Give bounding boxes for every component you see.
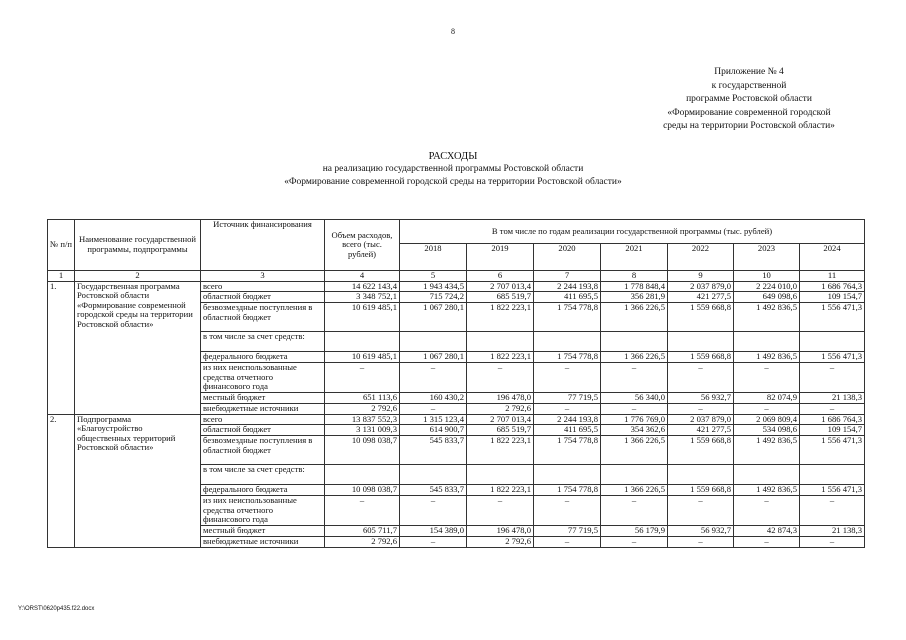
- year-value: [668, 465, 734, 485]
- total-value: 3 348 752,1: [325, 292, 400, 303]
- year-value: [467, 465, 534, 485]
- year-value: 2 244 193,8: [534, 414, 601, 425]
- year-value: 1 067 280,1: [400, 352, 467, 363]
- year-value: 411 695,5: [534, 292, 601, 303]
- column-number: 2: [75, 271, 201, 282]
- year-value: 421 277,5: [668, 292, 734, 303]
- year-value: –: [668, 403, 734, 414]
- year-value: –: [800, 536, 865, 547]
- header-year: 2020: [534, 244, 601, 271]
- funding-source: местный бюджет: [201, 525, 325, 536]
- year-value: 56 932,7: [668, 525, 734, 536]
- year-value: –: [534, 403, 601, 414]
- year-value: –: [734, 403, 800, 414]
- year-value: 2 707 013,4: [467, 281, 534, 292]
- total-value: 3 131 009,3: [325, 425, 400, 436]
- total-value: 10 098 038,7: [325, 485, 400, 496]
- year-value: 2 244 193,8: [534, 281, 601, 292]
- column-number: 5: [400, 271, 467, 282]
- funding-source: областной бюджет: [201, 292, 325, 303]
- year-value: 56 340,0: [601, 392, 668, 403]
- year-value: –: [734, 363, 800, 393]
- header-name: Наименование государственной программы, подпрограммы: [75, 220, 201, 271]
- year-value: 109 154,7: [800, 292, 865, 303]
- section-number: 1.: [48, 281, 75, 414]
- year-value: 2 037 879,0: [668, 414, 734, 425]
- total-value: –: [325, 496, 400, 526]
- year-value: 2 792,6: [467, 403, 534, 414]
- year-value: 56 932,7: [668, 392, 734, 403]
- year-value: 1 686 764,3: [800, 414, 865, 425]
- column-number: 9: [668, 271, 734, 282]
- year-value: 77 719,5: [534, 392, 601, 403]
- table-row: [48, 281, 865, 292]
- year-value: 715 724,2: [400, 292, 467, 303]
- year-value: 56 179,9: [601, 525, 668, 536]
- header-volume: Объем расходов, всего (тыс. рублей): [325, 220, 400, 271]
- year-value: [534, 332, 601, 352]
- year-value: 1 943 434,5: [400, 281, 467, 292]
- year-value: 545 833,7: [400, 436, 467, 465]
- appendix-block: [634, 66, 864, 134]
- funding-source: всего: [201, 414, 325, 425]
- year-value: 1 559 668,8: [668, 485, 734, 496]
- year-value: –: [400, 496, 467, 526]
- title-line: «Формирование современной городской среды на территории Ростовской области»: [284, 177, 622, 187]
- year-value: 1 559 668,8: [668, 436, 734, 465]
- appendix-line: Приложение № 4: [714, 67, 784, 77]
- year-value: [601, 465, 668, 485]
- year-value: 1 778 848,4: [601, 281, 668, 292]
- section-name: Государственная программа Ростовской области «Формирование современной городской среды на территории Ростовской области»: [75, 281, 201, 414]
- year-value: –: [400, 403, 467, 414]
- year-value: 82 074,9: [734, 392, 800, 403]
- column-number: 4: [325, 271, 400, 282]
- table-row: [48, 414, 865, 425]
- year-value: –: [601, 536, 668, 547]
- year-value: 1 556 471,3: [800, 436, 865, 465]
- year-value: 1 559 668,8: [668, 303, 734, 332]
- funding-source: из них неиспользованные средства отчетного финансового года: [201, 363, 325, 393]
- column-number: 10: [734, 271, 800, 282]
- year-value: 1 776 769,0: [601, 414, 668, 425]
- year-value: [534, 465, 601, 485]
- year-value: –: [734, 496, 800, 526]
- year-value: 354 362,6: [601, 425, 668, 436]
- year-value: 2 792,6: [467, 536, 534, 547]
- total-value: 605 711,7: [325, 525, 400, 536]
- year-value: 196 478,0: [467, 525, 534, 536]
- year-value: –: [734, 536, 800, 547]
- header-year: 2019: [467, 244, 534, 271]
- header-num: № п/п: [48, 220, 75, 271]
- total-value: 10 619 485,1: [325, 352, 400, 363]
- year-value: 2 069 809,4: [734, 414, 800, 425]
- funding-source: в том числе за счет средств:: [201, 465, 325, 485]
- funding-source: в том числе за счет средств:: [201, 332, 325, 352]
- year-value: –: [800, 403, 865, 414]
- column-number: 8: [601, 271, 668, 282]
- funding-source: федерального бюджета: [201, 485, 325, 496]
- column-number: 1: [48, 271, 75, 282]
- year-value: –: [668, 363, 734, 393]
- appendix-line: программе Ростовской области: [686, 94, 812, 104]
- year-value: –: [601, 403, 668, 414]
- total-value: 2 792,6: [325, 403, 400, 414]
- year-value: 1 366 226,5: [601, 303, 668, 332]
- total-value: [325, 465, 400, 485]
- year-value: 1 366 226,5: [601, 352, 668, 363]
- year-value: [800, 332, 865, 352]
- total-value: –: [325, 363, 400, 393]
- year-value: 2 037 879,0: [668, 281, 734, 292]
- year-value: [734, 465, 800, 485]
- funding-source: федерального бюджета: [201, 352, 325, 363]
- funding-source: всего: [201, 281, 325, 292]
- year-value: 1 492 836,5: [734, 352, 800, 363]
- funding-source: из них неиспользованные средства отчетного финансового года: [201, 496, 325, 526]
- year-value: 545 833,7: [400, 485, 467, 496]
- appendix-line: среды на территории Ростовской области»: [663, 121, 835, 131]
- year-value: 1 556 471,3: [800, 303, 865, 332]
- total-value: 2 792,6: [325, 536, 400, 547]
- year-value: 1 366 226,5: [601, 485, 668, 496]
- year-value: 154 389,0: [400, 525, 467, 536]
- year-value: –: [601, 363, 668, 393]
- column-number: 3: [201, 271, 325, 282]
- header-year: 2022: [668, 244, 734, 271]
- title-main: РАСХОДЫ: [428, 151, 478, 162]
- year-value: 1 754 778,8: [534, 436, 601, 465]
- year-value: 2 224 010,0: [734, 281, 800, 292]
- total-value: [325, 332, 400, 352]
- column-number: 7: [534, 271, 601, 282]
- year-value: 614 900,7: [400, 425, 467, 436]
- funding-source: внебюджетные источники: [201, 536, 325, 547]
- year-value: 1 556 471,3: [800, 485, 865, 496]
- year-value: [400, 465, 467, 485]
- year-value: 196 478,0: [467, 392, 534, 403]
- year-value: [467, 332, 534, 352]
- total-value: 13 837 552,3: [325, 414, 400, 425]
- year-value: 1 492 836,5: [734, 436, 800, 465]
- year-value: 42 874,3: [734, 525, 800, 536]
- year-value: 356 281,9: [601, 292, 668, 303]
- year-value: 1 315 123,4: [400, 414, 467, 425]
- page-number: 8: [451, 27, 455, 36]
- column-number: 11: [800, 271, 865, 282]
- year-value: –: [400, 536, 467, 547]
- header-year: 2021: [601, 244, 668, 271]
- appendix-line: «Формирование современной городской: [667, 107, 831, 118]
- year-value: [601, 332, 668, 352]
- year-value: 411 695,5: [534, 425, 601, 436]
- year-value: 1 686 764,3: [800, 281, 865, 292]
- year-value: 1 754 778,8: [534, 485, 601, 496]
- total-value: 10 098 038,7: [325, 436, 400, 465]
- header-years-group: В том числе по годам реализации государственной программы (тыс. рублей): [400, 220, 865, 244]
- year-value: 534 098,6: [734, 425, 800, 436]
- year-value: 21 138,3: [800, 392, 865, 403]
- header-year: 2024: [800, 244, 865, 271]
- funding-source: внебюджетные источники: [201, 403, 325, 414]
- year-value: –: [534, 363, 601, 393]
- year-value: 160 430,2: [400, 392, 467, 403]
- year-value: 2 707 013,4: [467, 414, 534, 425]
- year-value: 1 067 280,1: [400, 303, 467, 332]
- expenses-table: [47, 219, 865, 548]
- section-number: 2.: [48, 414, 75, 547]
- year-value: –: [534, 536, 601, 547]
- year-value: 1 492 836,5: [734, 485, 800, 496]
- year-value: 685 519,7: [467, 292, 534, 303]
- funding-source: областной бюджет: [201, 425, 325, 436]
- year-value: 1 822 223,1: [467, 303, 534, 332]
- year-value: 1 754 778,8: [534, 352, 601, 363]
- year-value: –: [601, 496, 668, 526]
- header-year: 2023: [734, 244, 800, 271]
- year-value: 1 559 668,8: [668, 352, 734, 363]
- header-source: Источник финансирования: [201, 220, 325, 271]
- year-value: –: [467, 363, 534, 393]
- year-value: –: [800, 363, 865, 393]
- year-value: 1 822 223,1: [467, 352, 534, 363]
- year-value: 1 366 226,5: [601, 436, 668, 465]
- year-value: 77 719,5: [534, 525, 601, 536]
- year-value: 685 519,7: [467, 425, 534, 436]
- total-value: 651 113,6: [325, 392, 400, 403]
- year-value: [400, 332, 467, 352]
- year-value: 649 098,6: [734, 292, 800, 303]
- year-value: 109 154,7: [800, 425, 865, 436]
- year-value: [800, 465, 865, 485]
- year-value: 1 492 836,5: [734, 303, 800, 332]
- year-value: [668, 332, 734, 352]
- year-value: 421 277,5: [668, 425, 734, 436]
- total-value: 10 619 485,1: [325, 303, 400, 332]
- funding-source: безвозмездные поступления в областной бюджет: [201, 436, 325, 465]
- year-value: –: [467, 496, 534, 526]
- file-path-footer: Y:\ORST\0620p435.f22.docx: [18, 606, 95, 612]
- funding-source: местный бюджет: [201, 392, 325, 403]
- title-line: на реализацию государственной программы Ростовской области: [322, 164, 584, 174]
- document-title: [0, 150, 906, 189]
- year-value: –: [800, 496, 865, 526]
- section-name: Подпрограмма «Благоустройство общественных территорий Ростовской области»: [75, 414, 201, 547]
- year-value: –: [668, 536, 734, 547]
- year-value: –: [400, 363, 467, 393]
- year-value: 1 822 223,1: [467, 436, 534, 465]
- year-value: –: [534, 496, 601, 526]
- column-number: 6: [467, 271, 534, 282]
- year-value: [734, 332, 800, 352]
- funding-source: безвозмездные поступления в областной бюджет: [201, 303, 325, 332]
- header-year: 2018: [400, 244, 467, 271]
- appendix-line: к государственной: [711, 80, 787, 91]
- year-value: 1 556 471,3: [800, 352, 865, 363]
- year-value: 1 754 778,8: [534, 303, 601, 332]
- year-value: 1 822 223,1: [467, 485, 534, 496]
- total-value: 14 622 143,4: [325, 281, 400, 292]
- year-value: 21 138,3: [800, 525, 865, 536]
- year-value: –: [668, 496, 734, 526]
